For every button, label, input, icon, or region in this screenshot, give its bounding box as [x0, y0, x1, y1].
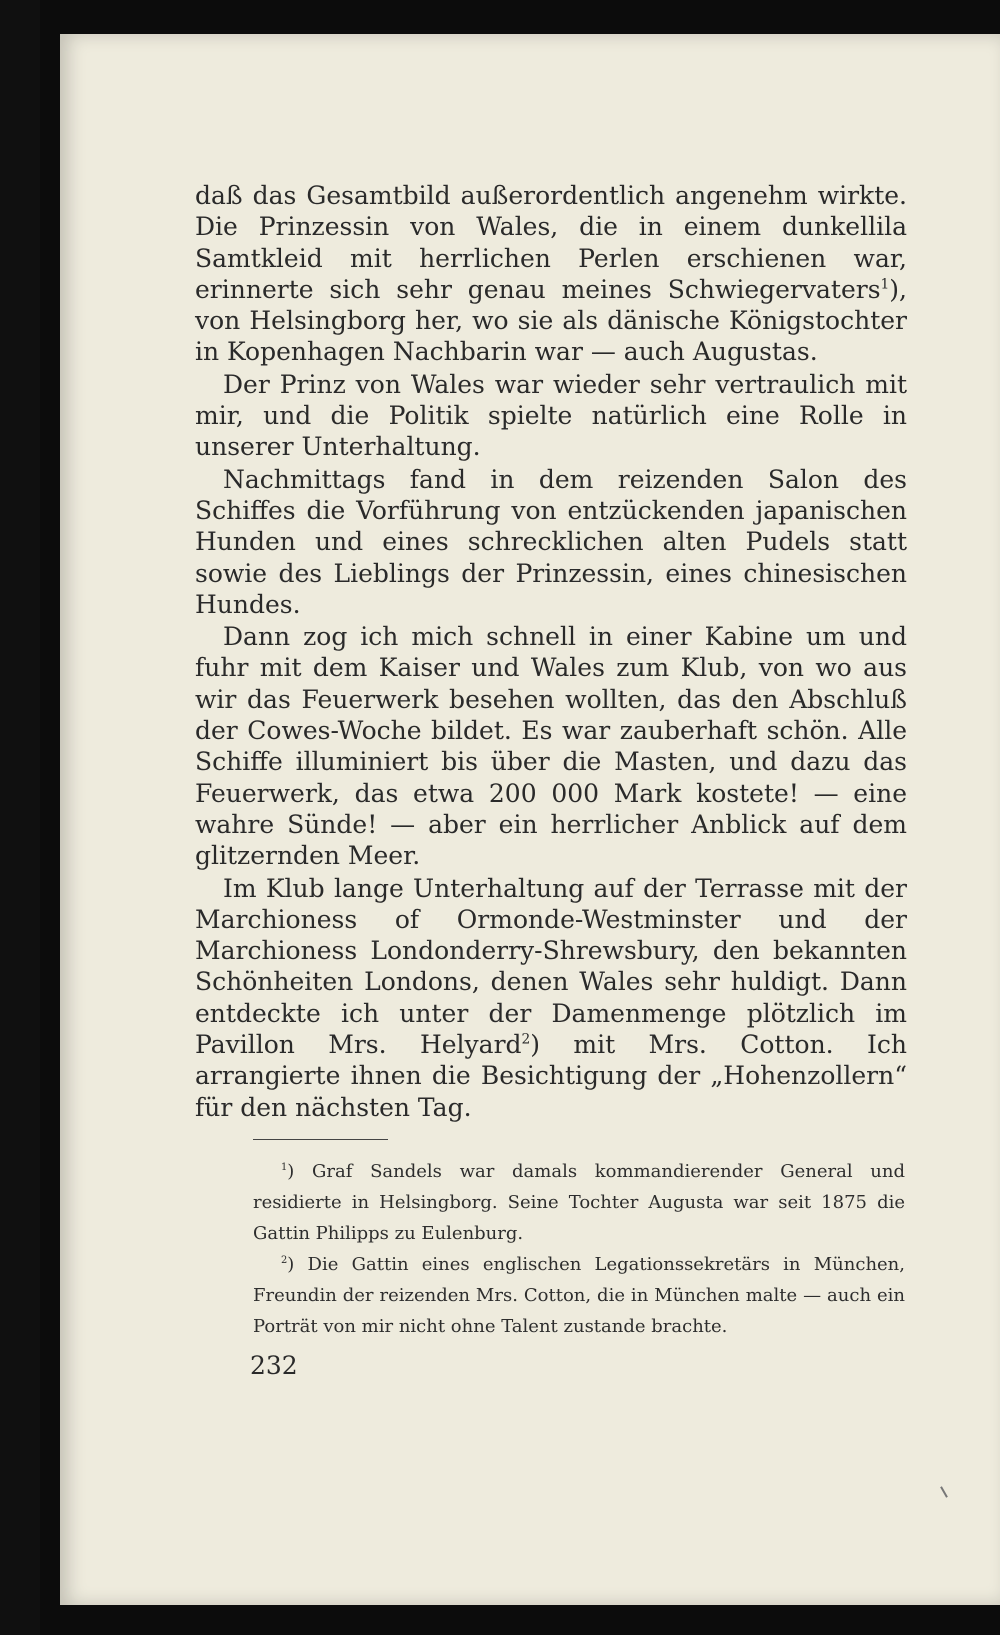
paragraph-4-text: Dann zog ich mich schnell in einer Kabine um und fuhr mit dem Kaiser und Wales zum Klub, von wo aus wir das Feuerwerk besehen wollten, das den Abschluß der Cowes-Woche bildet. Es war zauberhaft schön. Alle Schiffe illuminiert bis über die Masten, und dazu das Feuerwerk, das etwa 200 000 Mark kostete! — eine wahre Sünde! — aber ein herrlicher Anblick auf dem glitzernden Meer.	[195, 622, 907, 871]
paragraph-4	[195, 621, 907, 871]
footnote-2	[253, 1249, 905, 1342]
footnote-divider	[253, 1139, 388, 1140]
main-text	[195, 180, 907, 1124]
footnote-ref-1[interactable]: 1	[880, 276, 890, 293]
paragraph-3	[195, 464, 907, 620]
paragraph-2	[195, 369, 907, 463]
paragraph-5-text: Im Klub lange Unterhaltung auf der Terrasse mit der Marchioness of Ormonde-Westminster und der Marchioness Londonderry-Shrewsbury, den bekannten Schönheiten Londons, denen Wales sehr huldigt. Dann entdeckte ich unter der Damenmenge plötzlich im Pavillon Mrs. Helyard	[195, 873, 907, 1060]
footnotes	[253, 1156, 905, 1342]
footnote-ref-2[interactable]: 2	[521, 1031, 531, 1048]
footnote-1-text: ) Graf Sandels war damals kommandierender General und residierte in Helsingborg. Seine Tochter Augusta war seit 1875 die Gattin Philipps zu Eulenburg.	[253, 1161, 905, 1244]
scan-background	[0, 0, 40, 1635]
paragraph-1-tail: ), von Helsingborg her, wo sie als dänische Königstochter in Kopenhagen Nachbarin war — auch Augustas.	[195, 274, 907, 367]
paragraph-1-text: daß das Gesamtbild außerordentlich angenehm wirkte. Die Prinzessin von Wales, die in einem dunkellila Samtkleid mit herrlichen Perlen erschienen war, erinnerte sich sehr genau meines Schwiegervaters	[195, 181, 907, 304]
footnote-1-mark: 1	[281, 1162, 288, 1173]
footnote-2-text: ) Die Gattin eines englischen Legationssekretärs in München, Freundin der reizenden Mrs. Cotton, die in München malte — auch ein Porträt von mir nicht ohne Talent zustande brachte.	[253, 1254, 905, 1337]
paragraph-5	[195, 873, 907, 1123]
paragraph-2-text: Der Prinz von Wales war wieder sehr vertraulich mit mir, und die Politik spielte natürlich eine Rolle in unserer Unterhaltung.	[195, 369, 907, 462]
footnote-1	[253, 1156, 905, 1249]
paragraph-3-text: Nachmittags fand in dem reizenden Salon des Schiffes die Vorführung von entzückenden japanischen Hunden und eines schrecklichen alten Pudels statt sowie des Lieblings der Prinzessin, eines chinesischen Hundes.	[195, 464, 907, 619]
paragraph-1	[195, 180, 907, 368]
footnote-2-mark: 2	[281, 1255, 288, 1266]
paragraph-5-tail: ) mit Mrs. Cotton. Ich arrangierte ihnen die Besichtigung der „Hohenzollern“ für den nächsten Tag.	[195, 1030, 907, 1122]
page-number: 232	[250, 1351, 298, 1380]
